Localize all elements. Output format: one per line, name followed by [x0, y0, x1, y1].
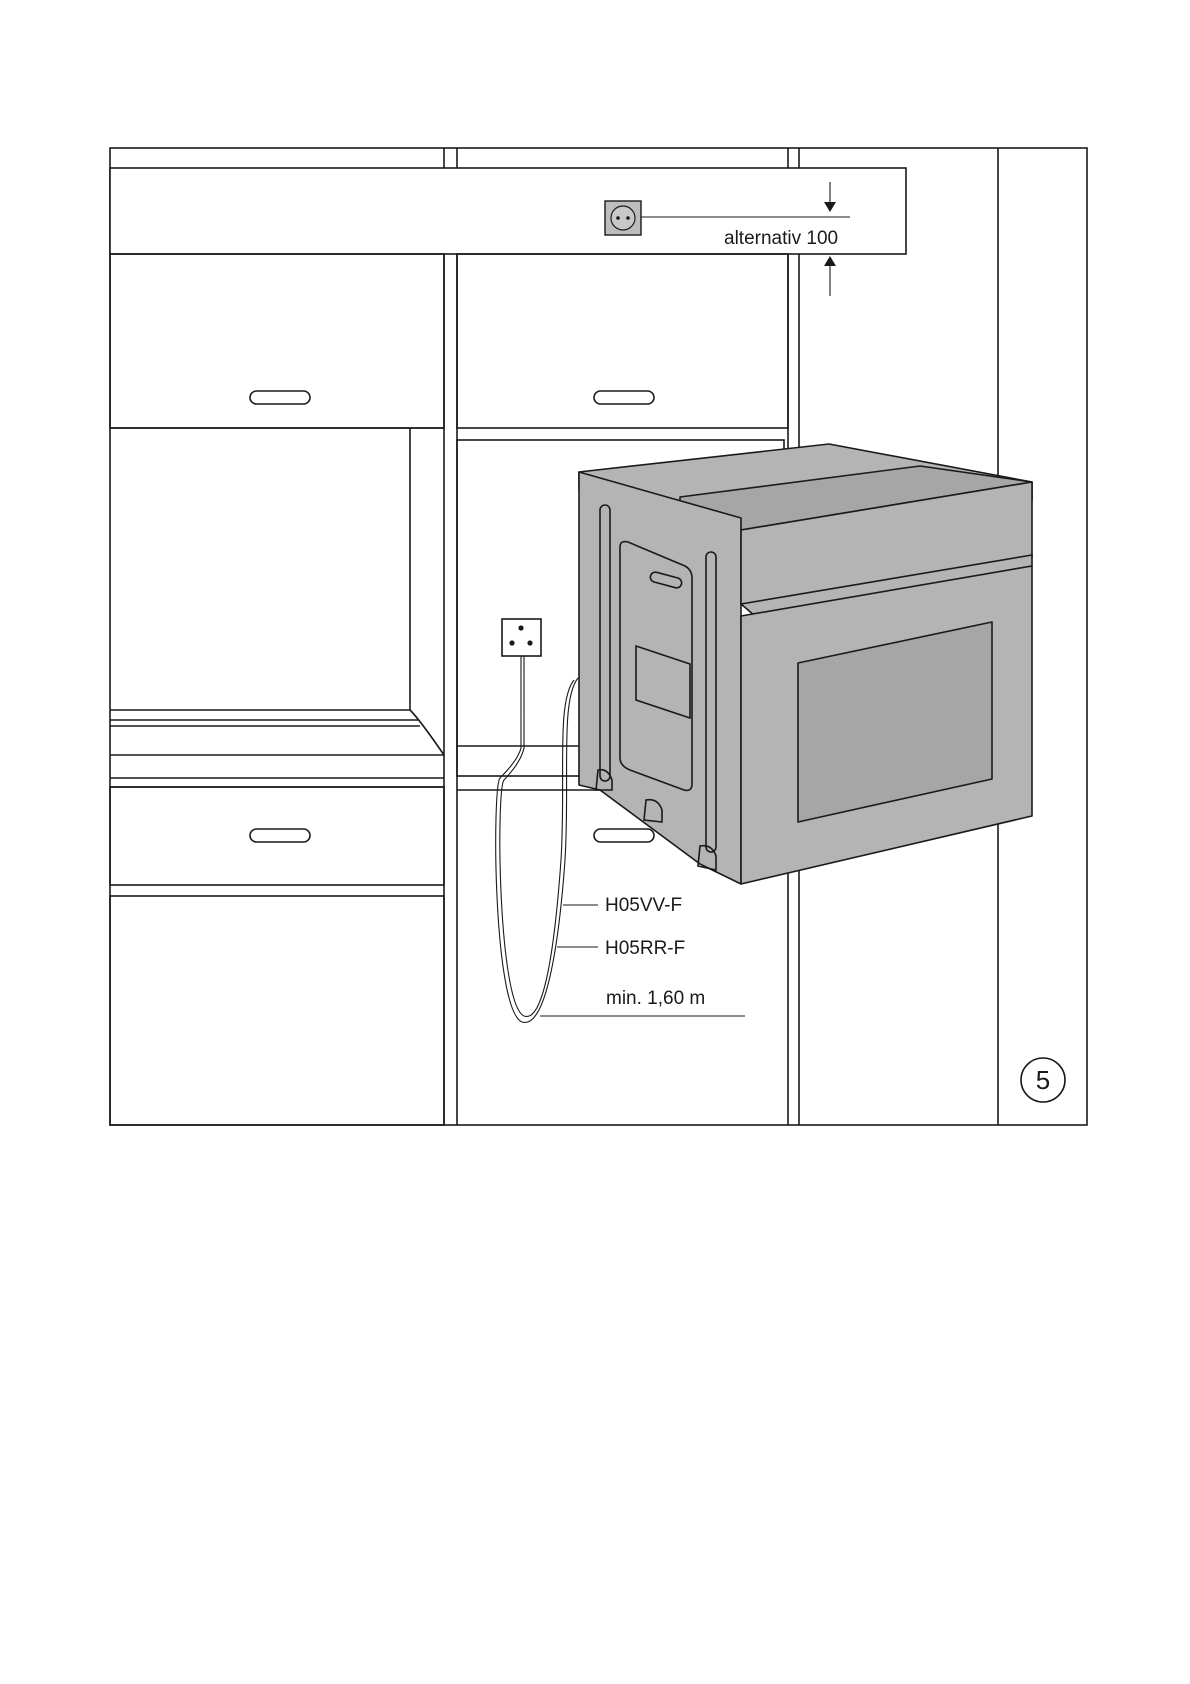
cable-labels	[540, 895, 745, 1016]
left-niche	[110, 428, 444, 787]
lower-left-drawer-1	[110, 787, 444, 885]
figure-number: 5	[1035, 1065, 1051, 1095]
upper-right-door	[457, 254, 788, 428]
lower-left-drawer-2	[110, 896, 444, 1125]
upper-left-door	[110, 254, 444, 428]
cable-type-1-label: H05VV-F	[605, 895, 683, 916]
cable-length-label: min. 1,60 m	[606, 988, 706, 1009]
oven	[579, 444, 1032, 884]
cable-type-2-label: H05RR-F	[605, 938, 686, 959]
wall-socket	[502, 619, 541, 656]
power-cable	[496, 656, 578, 1022]
figure-number-badge	[1021, 1058, 1065, 1102]
socket-height-label: alternativ 100	[724, 228, 839, 249]
